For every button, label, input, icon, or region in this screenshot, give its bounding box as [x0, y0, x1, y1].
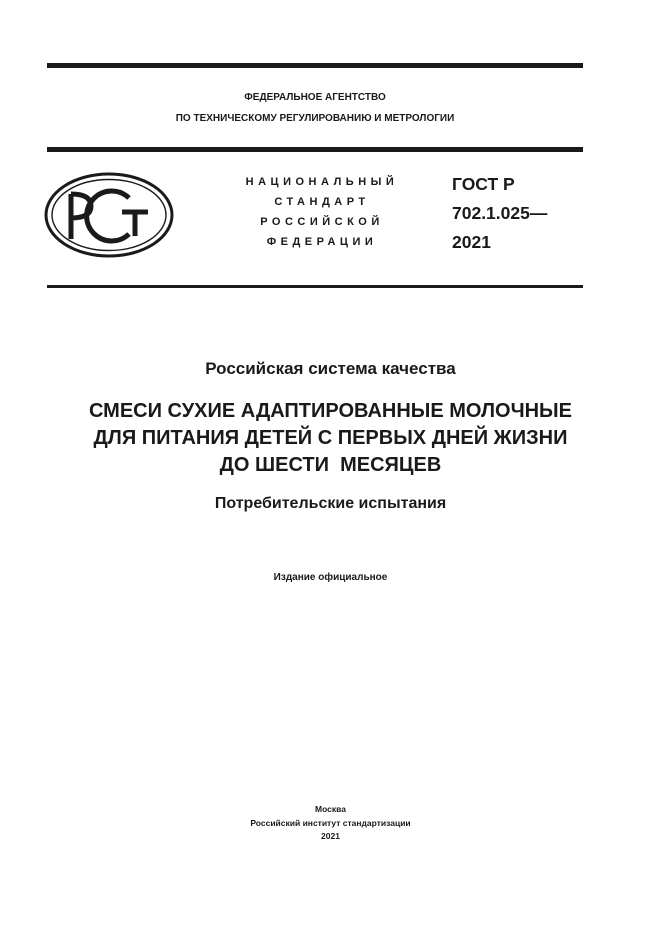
imprint-publisher: Российский институт стандартизации: [250, 817, 411, 828]
title-line: ДЛЯ ПИТАНИЯ ДЕТЕЙ С ПЕРВЫХ ДНЕЙ ЖИЗНИ: [93, 427, 568, 449]
designation-line: ГОСТ Р: [452, 174, 515, 194]
header-rule: [47, 147, 583, 152]
title-line: СМЕСИ СУХИЕ АДАПТИРОВАННЫЕ МОЛОЧНЫЕ: [89, 400, 572, 422]
imprint-year: 2021: [321, 831, 340, 841]
national-standard-line: СТАНДАРТ: [274, 196, 370, 208]
title-line: ДО ШЕСТИ МЕСЯЦЕВ: [219, 454, 442, 476]
document-title: [0, 398, 661, 479]
imprint-city: Москва: [315, 804, 346, 814]
designation-line: 2021: [452, 232, 491, 252]
top-rule: [47, 63, 583, 68]
national-standard-line: ФЕДЕРАЦИИ: [266, 236, 378, 248]
national-standard-block: [222, 172, 422, 252]
imprint: [0, 803, 661, 844]
header-bottom-rule: [47, 285, 583, 288]
national-standard-line: РОССИЙСКОЙ: [260, 216, 384, 228]
agency-line-2: ПО ТЕХНИЧЕСКОМУ РЕГУЛИРОВАНИЮ И МЕТРОЛОГИИ: [175, 113, 455, 124]
series-title: Российская система качества: [205, 359, 456, 378]
designation-line: 702.1.025—: [452, 203, 548, 223]
document-subtitle: Потребительские испытания: [214, 495, 447, 512]
agency-line-1: ФЕДЕРАЛЬНОЕ АГЕНТСТВО: [244, 92, 386, 103]
edition-label: Издание официальное: [273, 572, 388, 583]
standard-designation: [452, 170, 547, 257]
national-standard-line: НАЦИОНАЛЬНЫЙ: [245, 176, 399, 188]
rst-mark-icon: [44, 172, 174, 258]
